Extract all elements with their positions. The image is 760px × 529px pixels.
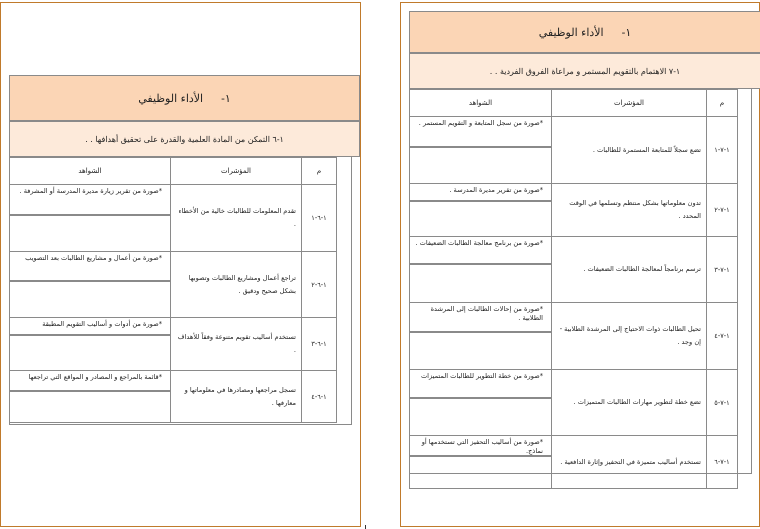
table-row — [410, 184, 738, 237]
row-number: ١-٧-٦ — [707, 436, 738, 489]
row-number: ١-٦-١ — [302, 185, 337, 252]
table-row — [410, 237, 738, 303]
table-row — [10, 371, 337, 423]
evidence-text: *صورة من برنامج معالجة الطالبات الضعيفات . — [410, 237, 551, 264]
standard-title: ١-٧ الاهتمام بالتقويم المستمر و مراعاة الفروق الفردية . . — [409, 53, 760, 89]
table-row — [410, 303, 738, 370]
indicator-text: تقدم المعلومات للطالبات خالية من الأخطاء . — [171, 185, 302, 252]
indicator-text: تحيل الطالبات ذوات الاحتياج إلى المرشدة الطلابية - إن وجد . — [552, 303, 707, 370]
indicator-text: تسجل مراجعها ومصادرها في معلوماتها و معارفها . — [171, 371, 302, 423]
row-number: ١-٧-٤ — [707, 303, 738, 370]
evidence-text: *صورة من أعمال و مشاريع الطالبات بعد التصويب — [10, 252, 170, 281]
indicator-text: تضع سجلاً للمتابعة المستمرة للطالبات . — [552, 117, 707, 184]
section-header — [9, 75, 360, 121]
table-row — [10, 318, 337, 371]
evidence-text: *صورة من سجل المتابعة و التقويم المستمر . — [410, 117, 551, 147]
evidence-text: *قائمة بالمراجع و المصادر و المواقع التي تراجعها — [10, 371, 170, 391]
indicators-column-header: المؤشرات — [171, 158, 302, 185]
table-row — [10, 252, 337, 318]
indicator-text: تستخدم أساليب متميزة في التحفيز وإثارة الدافعية . — [552, 436, 707, 489]
evidence-text: *صورة من إحالات الطالبات إلى المرشدة الطلابية . — [410, 303, 551, 332]
row-number: ١-٧-٣ — [707, 237, 738, 303]
row-number: ١-٧-٥ — [707, 370, 738, 436]
table-header-row — [410, 90, 738, 117]
section-title: الأداء الوظيفي — [538, 25, 604, 39]
standard-title: ١-٦ التمكن من المادة العلمية والقدرة على تحقيق أهدافها . . — [9, 121, 360, 157]
indicators-table — [9, 157, 337, 423]
section-title: الأداء الوظيفي — [138, 91, 204, 105]
indicator-text: ترسم برنامجاً لمعالجة الطالبات الضعيفات . — [552, 237, 707, 303]
evidence-column-header: الشواهد — [10, 158, 171, 185]
row-number: ١-٦-٣ — [302, 318, 337, 371]
document-page-left — [0, 2, 361, 527]
evidence-blank-line — [10, 391, 170, 392]
number-column-header: م — [707, 90, 738, 117]
indicator-text: تضع خطة لتطوير مهارات الطالبات المتميزات . — [552, 370, 707, 436]
evidence-text: *صورة من تقرير زيارة مديرة المدرسة أو المشرفة . — [10, 185, 170, 215]
evidence-blank-line — [410, 332, 551, 333]
evidence-text: *صورة من أساليب التحفيز التي تستخدمها أو نماذج. — [410, 436, 551, 456]
indicators-table — [409, 89, 738, 489]
indicator-text: تراجع أعمال ومشاريع الطالبات وتصوبها بشكل صحيح ودقيق . — [171, 252, 302, 318]
indicators-column-header: المؤشرات — [552, 90, 707, 117]
table-header-row — [10, 158, 337, 185]
table-row — [410, 370, 738, 436]
evidence-column-header: الشواهد — [410, 90, 552, 117]
table-row — [410, 436, 738, 489]
evidence-blank-line — [410, 398, 551, 399]
table-row — [10, 185, 337, 252]
section-header — [409, 11, 760, 53]
evidence-blank-line — [10, 335, 170, 336]
table-row — [410, 117, 738, 184]
evidence-blank-line — [10, 281, 170, 282]
row-number: ١-٧-١ — [707, 117, 738, 184]
page-edge-mark — [365, 525, 366, 529]
number-column-header: م — [302, 158, 337, 185]
section-number: ١- — [621, 25, 632, 39]
row-number: ١-٦-٤ — [302, 371, 337, 423]
indicator-text: تستخدم أساليب تقويم متنوعة وفقاً للأهداف . — [171, 318, 302, 371]
evidence-blank-line — [410, 201, 551, 202]
indicator-text: تدون معلوماتها بشكل منتظم وتسلمها في الوقت المحدد . — [552, 184, 707, 237]
evidence-text: *صورة من تقرير مديرة المدرسة . — [410, 184, 551, 201]
document-page-right — [400, 2, 760, 527]
evidence-text: *صورة من أدوات و أساليب التقويم المطبقة — [10, 318, 170, 335]
evidence-blank-line — [410, 456, 551, 457]
section-number: ١- — [221, 91, 231, 105]
evidence-text: *صورة من خطة التطوير للطالبات المتميزات — [410, 370, 551, 398]
row-number: ١-٦-٢ — [302, 252, 337, 318]
evidence-blank-line — [410, 264, 551, 265]
evidence-blank-line — [410, 147, 551, 148]
evidence-blank-line — [10, 215, 170, 216]
row-number: ١-٧-٢ — [707, 184, 738, 237]
